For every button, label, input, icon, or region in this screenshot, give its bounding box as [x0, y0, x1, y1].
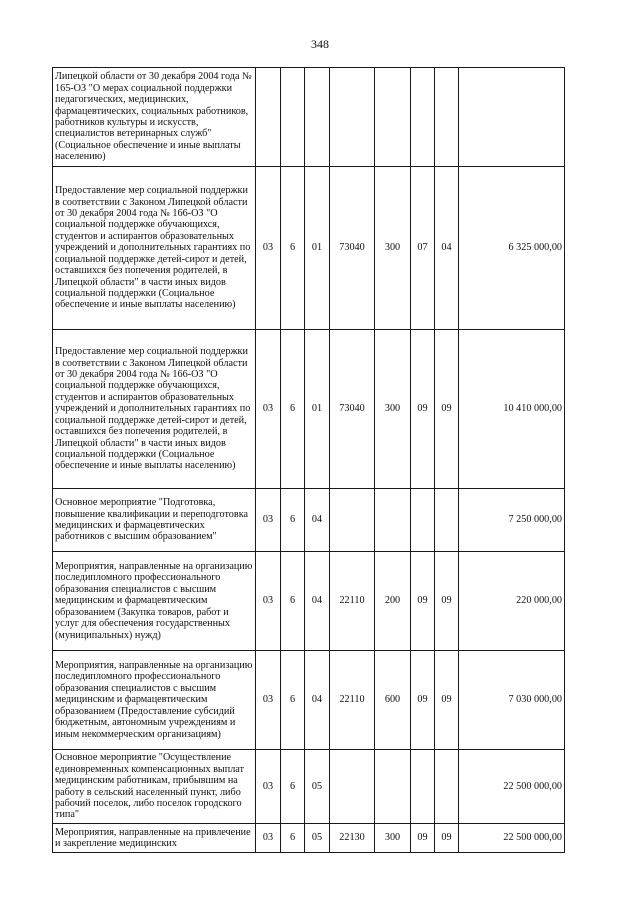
table-row — [53, 552, 565, 651]
table-row — [53, 489, 565, 552]
code-main-event: 04 — [305, 651, 330, 750]
row-amount: 220 000,00 — [459, 552, 565, 651]
code-subprogram: 6 — [281, 489, 305, 552]
code-subsection: 04 — [435, 167, 459, 330]
code-direction: 22130 — [330, 824, 375, 853]
code-expense-type — [375, 489, 411, 552]
code-direction — [330, 489, 375, 552]
code-program: 03 — [256, 330, 281, 489]
code-direction: 73040 — [330, 167, 375, 330]
row-amount: 10 410 000,00 — [459, 330, 565, 489]
code-main-event: 05 — [305, 824, 330, 853]
code-program — [256, 68, 281, 167]
code-section — [411, 489, 435, 552]
page-number: 348 — [311, 37, 329, 51]
code-main-event: 01 — [305, 167, 330, 330]
code-expense-type: 200 — [375, 552, 411, 651]
row-description: Мероприятия, направленные на привлечение и закрепление медицинских — [53, 824, 256, 853]
code-direction — [330, 68, 375, 167]
budget-table-body — [53, 68, 565, 853]
code-direction — [330, 750, 375, 824]
row-description: Основное мероприятие "Подготовка, повышение квалификации и переподготовка медицинских и фармацевтических работников с высшим образованием" — [53, 489, 256, 552]
code-subprogram: 6 — [281, 824, 305, 853]
code-expense-type — [375, 68, 411, 167]
table-row — [53, 167, 565, 330]
row-amount — [459, 68, 565, 167]
code-direction: 73040 — [330, 330, 375, 489]
row-description: Липецкой области от 30 декабря 2004 года № 165-ОЗ "О мерах социальной поддержки педагогических, медицинских, фармацевтических, социальных работников, работников культуры и искусств, специалистов ветеринарных служб" (Социальное обеспечение и иные выплаты населению) — [53, 68, 256, 167]
code-expense-type: 300 — [375, 824, 411, 853]
code-subprogram: 6 — [281, 651, 305, 750]
code-subprogram: 6 — [281, 330, 305, 489]
row-amount: 6 325 000,00 — [459, 167, 565, 330]
code-subsection: 09 — [435, 552, 459, 651]
code-section: 09 — [411, 824, 435, 853]
code-section: 09 — [411, 552, 435, 651]
code-expense-type: 600 — [375, 651, 411, 750]
table-row — [53, 68, 565, 167]
code-main-event: 04 — [305, 552, 330, 651]
code-main-event: 04 — [305, 489, 330, 552]
code-expense-type: 300 — [375, 167, 411, 330]
code-section: 09 — [411, 651, 435, 750]
code-subsection: 09 — [435, 651, 459, 750]
code-expense-type: 300 — [375, 330, 411, 489]
row-amount: 7 030 000,00 — [459, 651, 565, 750]
code-section: 07 — [411, 167, 435, 330]
code-subsection — [435, 750, 459, 824]
code-direction: 22110 — [330, 552, 375, 651]
table-row — [53, 824, 565, 853]
code-subsection: 09 — [435, 330, 459, 489]
code-program: 03 — [256, 552, 281, 651]
row-amount: 22 500 000,00 — [459, 750, 565, 824]
code-subsection — [435, 68, 459, 167]
code-main-event: 01 — [305, 330, 330, 489]
code-program: 03 — [256, 824, 281, 853]
budget-table — [52, 67, 565, 853]
row-description: Мероприятия, направленные на организацию последипломного профессионального образования специалистов с высшим медицинским и фармацевтическим образованием (Закупка товаров, работ и услуг для обеспечения государственных (муниципальных) нужд) — [53, 552, 256, 651]
code-subprogram: 6 — [281, 167, 305, 330]
table-row — [53, 330, 565, 489]
row-description: Основное мероприятие "Осуществление единовременных компенсационных выплат медицинским работникам, прибывшим на работу в сельский населенный пункт, либо рабочий поселок, либо поселок городского типа" — [53, 750, 256, 824]
code-subprogram: 6 — [281, 552, 305, 651]
code-main-event: 05 — [305, 750, 330, 824]
row-amount: 22 500 000,00 — [459, 824, 565, 853]
code-subprogram: 6 — [281, 750, 305, 824]
code-section — [411, 68, 435, 167]
code-program: 03 — [256, 750, 281, 824]
row-description: Мероприятия, направленные на организацию последипломного профессионального образования специалистов с высшим медицинским и фармацевтическим образованием (Предоставление субсидий бюджетным, автономным учреждениям и иным некоммерческим организациям) — [53, 651, 256, 750]
code-subprogram — [281, 68, 305, 167]
table-row — [53, 750, 565, 824]
row-description: Предоставление мер социальной поддержки в соответствии с Законом Липецкой области от 30 декабря 2004 года № 166-ОЗ "О социальной поддержке обучающихся, студентов и аспирантов образовательных учреждений и дополнительных гарантиях по социальной поддержке детей-сирот и детей, оставшихся без попечения родителей, в Липецкой области" в части иных видов социальной поддержки (Социальное обеспечение и иные выплаты населению) — [53, 330, 256, 489]
code-section — [411, 750, 435, 824]
code-section: 09 — [411, 330, 435, 489]
row-amount: 7 250 000,00 — [459, 489, 565, 552]
code-program: 03 — [256, 167, 281, 330]
row-description: Предоставление мер социальной поддержки в соответствии с Законом Липецкой области от 30 декабря 2004 года № 166-ОЗ "О социальной поддержке обучающихся, студентов и аспирантов образовательных учреждений и дополнительных гарантиях по социальной поддержке детей-сирот и детей, оставшихся без попечения родителей, в Липецкой области" в части иных видов социальной поддержки (Социальное обеспечение и иные выплаты населению) — [53, 167, 256, 330]
code-main-event — [305, 68, 330, 167]
code-program: 03 — [256, 489, 281, 552]
code-direction: 22110 — [330, 651, 375, 750]
code-subsection — [435, 489, 459, 552]
code-subsection: 09 — [435, 824, 459, 853]
code-program: 03 — [256, 651, 281, 750]
table-row — [53, 651, 565, 750]
code-expense-type — [375, 750, 411, 824]
